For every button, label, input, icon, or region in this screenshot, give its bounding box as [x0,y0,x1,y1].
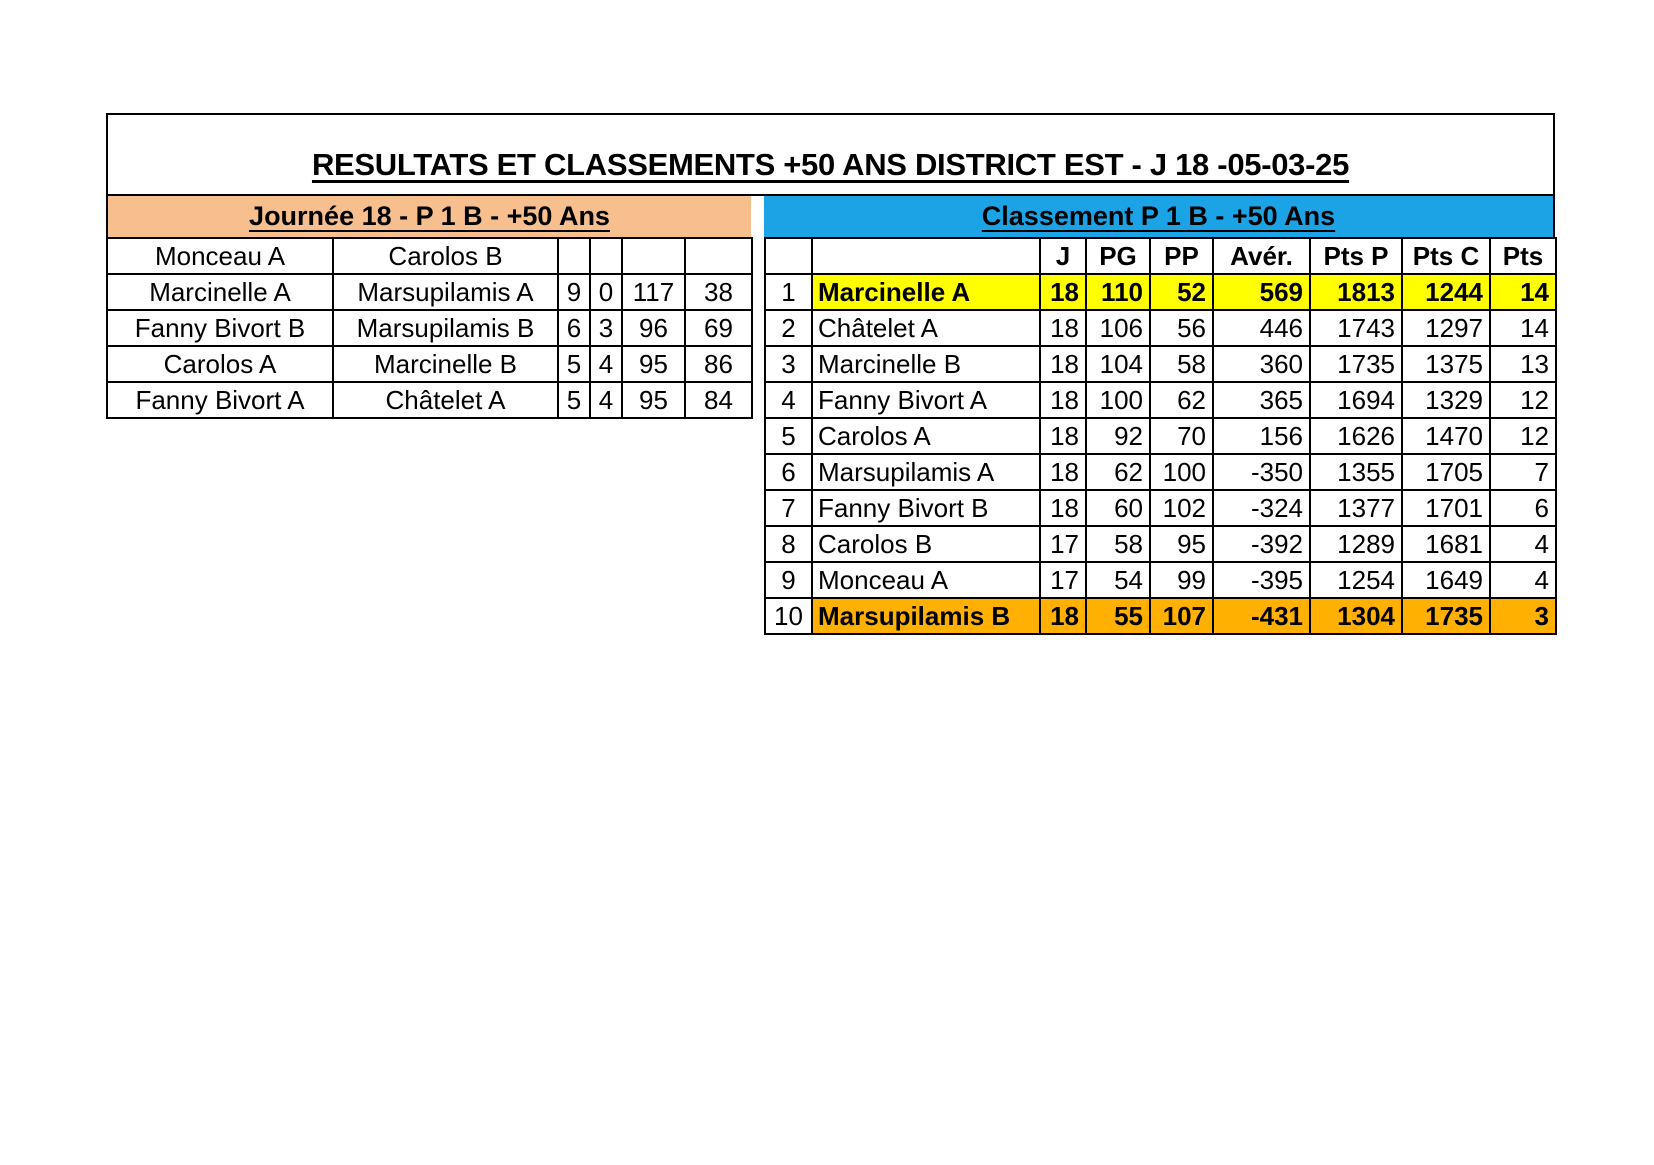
rank: 6 [765,454,812,490]
games-lost: 70 [1150,418,1213,454]
played: 18 [1040,310,1086,346]
away-wins: 0 [590,274,622,310]
home-wins [558,238,590,274]
home-points: 117 [622,274,685,310]
away-wins: 4 [590,346,622,382]
match-row [107,346,752,382]
team-name: Marcinelle A [812,274,1040,310]
average: 446 [1213,310,1310,346]
games-won: 92 [1086,418,1150,454]
games-lost: 102 [1150,490,1213,526]
away-team: Marsupilamis B [333,310,558,346]
team-name: Marcinelle B [812,346,1040,382]
points: 14 [1490,310,1556,346]
points: 3 [1490,598,1556,634]
away-team: Marsupilamis A [333,274,558,310]
points-against: 1329 [1402,382,1490,418]
played: 18 [1040,598,1086,634]
points-against: 1375 [1402,346,1490,382]
rank: 3 [765,346,812,382]
games-won: 60 [1086,490,1150,526]
played: 18 [1040,274,1086,310]
played: 17 [1040,562,1086,598]
home-points: 95 [622,382,685,418]
standings-row [765,562,1556,598]
points: 14 [1490,274,1556,310]
played: 18 [1040,454,1086,490]
rank: 2 [765,310,812,346]
points-for: 1694 [1310,382,1402,418]
col-aver: Avér. [1213,238,1310,274]
games-lost: 100 [1150,454,1213,490]
average: 156 [1213,418,1310,454]
title-box [106,113,1555,196]
points-against: 1705 [1402,454,1490,490]
standings-row [765,346,1556,382]
games-won: 106 [1086,310,1150,346]
away-team: Marcinelle B [333,346,558,382]
standings-heading: Classement P 1 B - +50 Ans [981,201,1336,231]
col-pp: PP [1150,238,1213,274]
games-lost: 58 [1150,346,1213,382]
away-points: 84 [685,382,752,418]
games-won: 100 [1086,382,1150,418]
points-against: 1735 [1402,598,1490,634]
rank: 7 [765,490,812,526]
home-team: Monceau A [107,238,333,274]
results-heading-band [106,196,751,237]
standings-row [765,526,1556,562]
points-against: 1297 [1402,310,1490,346]
played: 18 [1040,490,1086,526]
team-name: Marsupilamis A [812,454,1040,490]
team-name: Carolos A [812,418,1040,454]
home-points [622,238,685,274]
team-name: Fanny Bivort A [812,382,1040,418]
home-team: Marcinelle A [107,274,333,310]
standings-table [764,237,1557,635]
col-pts-c: Pts C [1402,238,1490,274]
games-lost: 62 [1150,382,1213,418]
standings-heading-band [764,196,1555,237]
points-for: 1355 [1310,454,1402,490]
average: -324 [1213,490,1310,526]
points-for: 1304 [1310,598,1402,634]
standings-row [765,598,1556,634]
standings-row [765,418,1556,454]
away-wins: 3 [590,310,622,346]
points-against: 1701 [1402,490,1490,526]
points-for: 1254 [1310,562,1402,598]
col-pts: Pts [1490,238,1556,274]
home-wins: 5 [558,382,590,418]
games-lost: 107 [1150,598,1213,634]
home-team: Fanny Bivort A [107,382,333,418]
team-name: Marsupilamis B [812,598,1040,634]
away-points: 69 [685,310,752,346]
played: 17 [1040,526,1086,562]
points-against: 1470 [1402,418,1490,454]
games-won: 104 [1086,346,1150,382]
col-j: J [1040,238,1086,274]
home-wins: 5 [558,346,590,382]
away-wins [590,238,622,274]
points-for: 1735 [1310,346,1402,382]
points: 4 [1490,526,1556,562]
played: 18 [1040,382,1086,418]
points: 12 [1490,418,1556,454]
team-name: Fanny Bivort B [812,490,1040,526]
average: 569 [1213,274,1310,310]
rank: 10 [765,598,812,634]
games-won: 54 [1086,562,1150,598]
games-won: 55 [1086,598,1150,634]
page-title: RESULTATS ET CLASSEMENTS +50 ANS DISTRICT EST - J 18 -05-03-25 [311,146,1350,182]
games-won: 110 [1086,274,1150,310]
points-against: 1681 [1402,526,1490,562]
away-points [685,238,752,274]
match-row [107,310,752,346]
home-wins: 6 [558,310,590,346]
games-won: 58 [1086,526,1150,562]
results-heading: Journée 18 - P 1 B - +50 Ans [249,201,610,231]
away-points: 38 [685,274,752,310]
match-row [107,382,752,418]
points-against: 1649 [1402,562,1490,598]
points-for: 1743 [1310,310,1402,346]
points-for: 1813 [1310,274,1402,310]
games-lost: 99 [1150,562,1213,598]
away-team: Carolos B [333,238,558,274]
rank: 5 [765,418,812,454]
away-points: 86 [685,346,752,382]
points-for: 1377 [1310,490,1402,526]
standings-row [765,490,1556,526]
average: -395 [1213,562,1310,598]
rank: 9 [765,562,812,598]
points-for: 1289 [1310,526,1402,562]
rank: 1 [765,274,812,310]
away-wins: 4 [590,382,622,418]
team-name: Monceau A [812,562,1040,598]
points: 6 [1490,490,1556,526]
standings-row [765,310,1556,346]
average: -350 [1213,454,1310,490]
played: 18 [1040,346,1086,382]
results-table [106,237,753,419]
rank: 8 [765,526,812,562]
points-for: 1626 [1310,418,1402,454]
average: -392 [1213,526,1310,562]
points-against: 1244 [1402,274,1490,310]
home-wins: 9 [558,274,590,310]
points: 4 [1490,562,1556,598]
away-team: Châtelet A [333,382,558,418]
standings-row [765,454,1556,490]
points: 7 [1490,454,1556,490]
played: 18 [1040,418,1086,454]
points: 12 [1490,382,1556,418]
games-lost: 56 [1150,310,1213,346]
home-points: 95 [622,346,685,382]
home-team: Fanny Bivort B [107,310,333,346]
points: 13 [1490,346,1556,382]
average: 360 [1213,346,1310,382]
standings-header-row [765,238,1556,274]
games-won: 62 [1086,454,1150,490]
games-lost: 52 [1150,274,1213,310]
results-sheet [106,113,1555,691]
rank: 4 [765,382,812,418]
average: 365 [1213,382,1310,418]
standings-row [765,382,1556,418]
match-row [107,274,752,310]
standings-row [765,274,1556,310]
home-points: 96 [622,310,685,346]
team-name: Carolos B [812,526,1040,562]
games-lost: 95 [1150,526,1213,562]
col-pg: PG [1086,238,1150,274]
col-team [812,238,1040,274]
team-name: Châtelet A [812,310,1040,346]
col-pts-p: Pts P [1310,238,1402,274]
home-team: Carolos A [107,346,333,382]
average: -431 [1213,598,1310,634]
match-row [107,238,752,274]
col-rank [765,238,812,274]
